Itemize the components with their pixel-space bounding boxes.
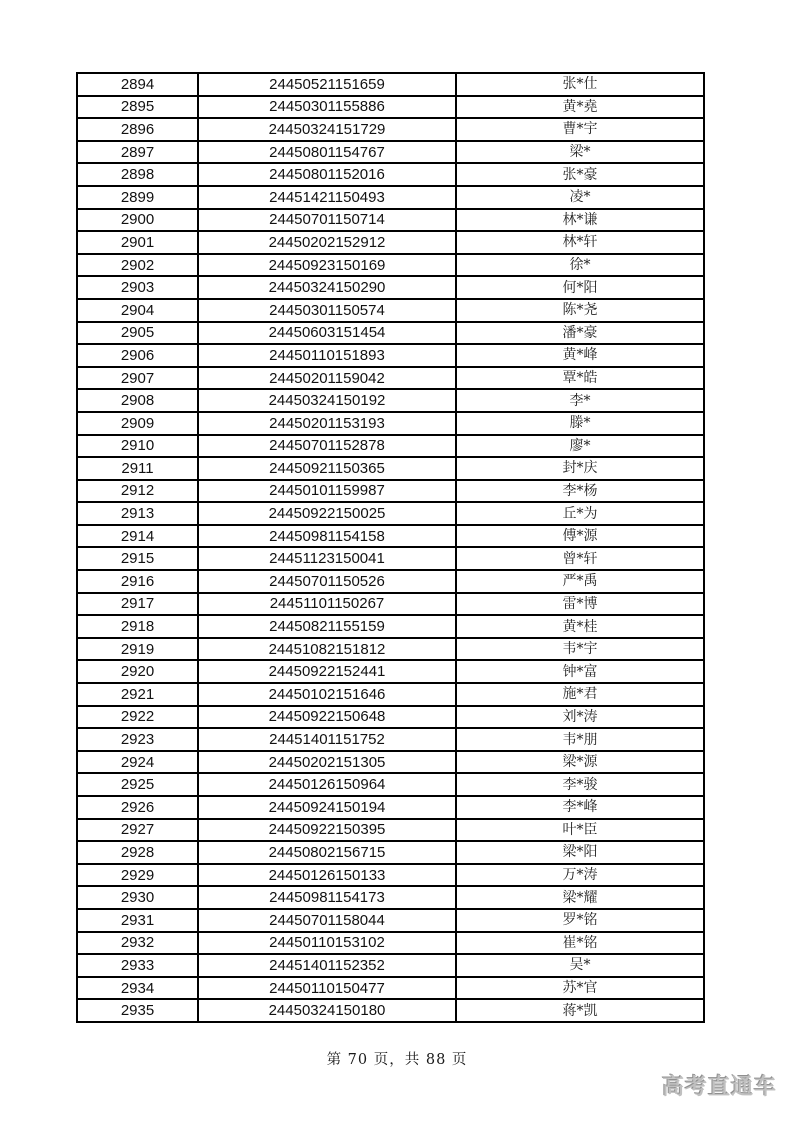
row-masked-name: 徐* [456,254,704,277]
row-registration-id: 24450981154173 [198,886,456,909]
row-masked-name: 梁*阳 [456,841,704,864]
table-row [77,954,704,977]
table-row [77,163,704,186]
row-sequence-number: 2903 [77,276,198,299]
table-row [77,683,704,706]
row-registration-id: 24450603151454 [198,322,456,345]
row-masked-name: 丘*为 [456,502,704,525]
row-registration-id: 24450922150395 [198,819,456,842]
row-sequence-number: 2901 [77,231,198,254]
row-sequence-number: 2907 [77,367,198,390]
row-registration-id: 24450701158044 [198,909,456,932]
row-masked-name: 曾*轩 [456,547,704,570]
row-sequence-number: 2897 [77,141,198,164]
row-registration-id: 24450801154767 [198,141,456,164]
row-masked-name: 刘*涛 [456,706,704,729]
table-row [77,502,704,525]
row-masked-name: 凌* [456,186,704,209]
row-registration-id: 24450922150025 [198,502,456,525]
row-registration-id: 24450922150648 [198,706,456,729]
row-registration-id: 24450201159042 [198,367,456,390]
row-masked-name: 张*豪 [456,163,704,186]
table-row [77,886,704,909]
row-registration-id: 24450126150133 [198,864,456,887]
row-sequence-number: 2902 [77,254,198,277]
row-masked-name: 李*骏 [456,773,704,796]
row-sequence-number: 2895 [77,96,198,119]
roster-table-body [77,73,704,1022]
table-row [77,547,704,570]
row-sequence-number: 2923 [77,728,198,751]
row-registration-id: 24450324150192 [198,389,456,412]
table-row [77,73,704,96]
table-row [77,638,704,661]
table-row [77,841,704,864]
row-masked-name: 黄*桂 [456,615,704,638]
table-row [77,570,704,593]
table-row [77,299,704,322]
row-registration-id: 24450521151659 [198,73,456,96]
table-row [77,389,704,412]
table-row [77,615,704,638]
table-row [77,796,704,819]
row-masked-name: 万*涛 [456,864,704,887]
row-masked-name: 李*杨 [456,480,704,503]
row-masked-name: 李*峰 [456,796,704,819]
table-row [77,344,704,367]
row-masked-name: 黄*峰 [456,344,704,367]
row-masked-name: 雷*博 [456,593,704,616]
row-registration-id: 24450110150477 [198,977,456,1000]
gaokao-zhitongche-watermark: 高考直通车 [661,1075,777,1100]
row-masked-name: 林*谦 [456,209,704,232]
row-sequence-number: 2931 [77,909,198,932]
table-row [77,254,704,277]
table-row [77,412,704,435]
row-sequence-number: 2913 [77,502,198,525]
table-row [77,209,704,232]
row-masked-name: 覃*皓 [456,367,704,390]
row-masked-name: 施*君 [456,683,704,706]
row-registration-id: 24450981154158 [198,525,456,548]
row-masked-name: 苏*官 [456,977,704,1000]
table-row [77,276,704,299]
row-registration-id: 24450110153102 [198,932,456,955]
row-registration-id: 24450821155159 [198,615,456,638]
table-row [77,660,704,683]
row-masked-name: 梁* [456,141,704,164]
row-masked-name: 梁*耀 [456,886,704,909]
table-row [77,593,704,616]
row-sequence-number: 2909 [77,412,198,435]
row-registration-id: 24450301150574 [198,299,456,322]
row-registration-id: 24451123150041 [198,547,456,570]
row-registration-id: 24450324150290 [198,276,456,299]
row-masked-name: 潘*豪 [456,322,704,345]
table-row [77,728,704,751]
row-sequence-number: 2906 [77,344,198,367]
row-registration-id: 24450101159987 [198,480,456,503]
row-registration-id: 24450126150964 [198,773,456,796]
table-row [77,457,704,480]
row-masked-name: 李* [456,389,704,412]
row-sequence-number: 2915 [77,547,198,570]
row-masked-name: 韦*宇 [456,638,704,661]
row-masked-name: 崔*铭 [456,932,704,955]
row-masked-name: 蒋*凯 [456,999,704,1022]
table-row [77,480,704,503]
row-sequence-number: 2935 [77,999,198,1022]
table-row [77,999,704,1022]
row-masked-name: 滕* [456,412,704,435]
row-registration-id: 24450324150180 [198,999,456,1022]
row-sequence-number: 2905 [77,322,198,345]
row-masked-name: 叶*臣 [456,819,704,842]
row-sequence-number: 2926 [77,796,198,819]
row-masked-name: 罗*铭 [456,909,704,932]
row-masked-name: 林*轩 [456,231,704,254]
table-row [77,773,704,796]
row-sequence-number: 2900 [77,209,198,232]
table-row [77,751,704,774]
applicant-roster-table [76,72,705,1023]
table-row [77,706,704,729]
row-registration-id: 24450301155886 [198,96,456,119]
row-sequence-number: 2896 [77,118,198,141]
row-sequence-number: 2924 [77,751,198,774]
row-registration-id: 24450110151893 [198,344,456,367]
row-masked-name: 廖* [456,435,704,458]
row-registration-id: 24451421150493 [198,186,456,209]
row-sequence-number: 2916 [77,570,198,593]
row-sequence-number: 2911 [77,457,198,480]
row-registration-id: 24450324151729 [198,118,456,141]
row-sequence-number: 2904 [77,299,198,322]
row-sequence-number: 2921 [77,683,198,706]
row-sequence-number: 2928 [77,841,198,864]
row-masked-name: 封*庆 [456,457,704,480]
row-masked-name: 傅*源 [456,525,704,548]
table-row [77,322,704,345]
row-registration-id: 24450102151646 [198,683,456,706]
row-sequence-number: 2894 [77,73,198,96]
row-registration-id: 24451401152352 [198,954,456,977]
row-registration-id: 24450921150365 [198,457,456,480]
row-masked-name: 曹*宇 [456,118,704,141]
row-registration-id: 24450923150169 [198,254,456,277]
row-sequence-number: 2920 [77,660,198,683]
table-row [77,864,704,887]
table-row [77,909,704,932]
row-masked-name: 陈*尧 [456,299,704,322]
row-sequence-number: 2912 [77,480,198,503]
row-masked-name: 韦*朋 [456,728,704,751]
table-row [77,977,704,1000]
row-registration-id: 24450701152878 [198,435,456,458]
roster-table-container [76,72,705,1023]
row-registration-id: 24450701150526 [198,570,456,593]
row-registration-id: 24451082151812 [198,638,456,661]
row-registration-id: 24450924150194 [198,796,456,819]
row-registration-id: 24450701150714 [198,209,456,232]
table-row [77,525,704,548]
row-sequence-number: 2929 [77,864,198,887]
page-number-footer: 第 70 页，共 88 页 [326,1052,468,1068]
row-registration-id: 24451401151752 [198,728,456,751]
row-registration-id: 24450802156715 [198,841,456,864]
row-sequence-number: 2933 [77,954,198,977]
table-row [77,435,704,458]
row-sequence-number: 2925 [77,773,198,796]
table-row [77,96,704,119]
row-sequence-number: 2930 [77,886,198,909]
row-masked-name: 严*禹 [456,570,704,593]
table-row [77,932,704,955]
table-row [77,231,704,254]
table-row [77,819,704,842]
table-row [77,186,704,209]
row-sequence-number: 2927 [77,819,198,842]
row-sequence-number: 2910 [77,435,198,458]
row-sequence-number: 2919 [77,638,198,661]
table-row [77,367,704,390]
table-row [77,118,704,141]
row-masked-name: 黄*堯 [456,96,704,119]
row-sequence-number: 2918 [77,615,198,638]
row-sequence-number: 2898 [77,163,198,186]
row-masked-name: 吴* [456,954,704,977]
row-sequence-number: 2934 [77,977,198,1000]
row-masked-name: 钟*富 [456,660,704,683]
row-sequence-number: 2899 [77,186,198,209]
row-registration-id: 24450922152441 [198,660,456,683]
row-registration-id: 24450801152016 [198,163,456,186]
row-registration-id: 24450202152912 [198,231,456,254]
row-masked-name: 梁*源 [456,751,704,774]
row-masked-name: 何*阳 [456,276,704,299]
row-registration-id: 24450201153193 [198,412,456,435]
row-registration-id: 24451101150267 [198,593,456,616]
row-sequence-number: 2908 [77,389,198,412]
row-sequence-number: 2932 [77,932,198,955]
row-registration-id: 24450202151305 [198,751,456,774]
row-masked-name: 张*仕 [456,73,704,96]
table-row [77,141,704,164]
row-sequence-number: 2917 [77,593,198,616]
row-sequence-number: 2922 [77,706,198,729]
row-sequence-number: 2914 [77,525,198,548]
